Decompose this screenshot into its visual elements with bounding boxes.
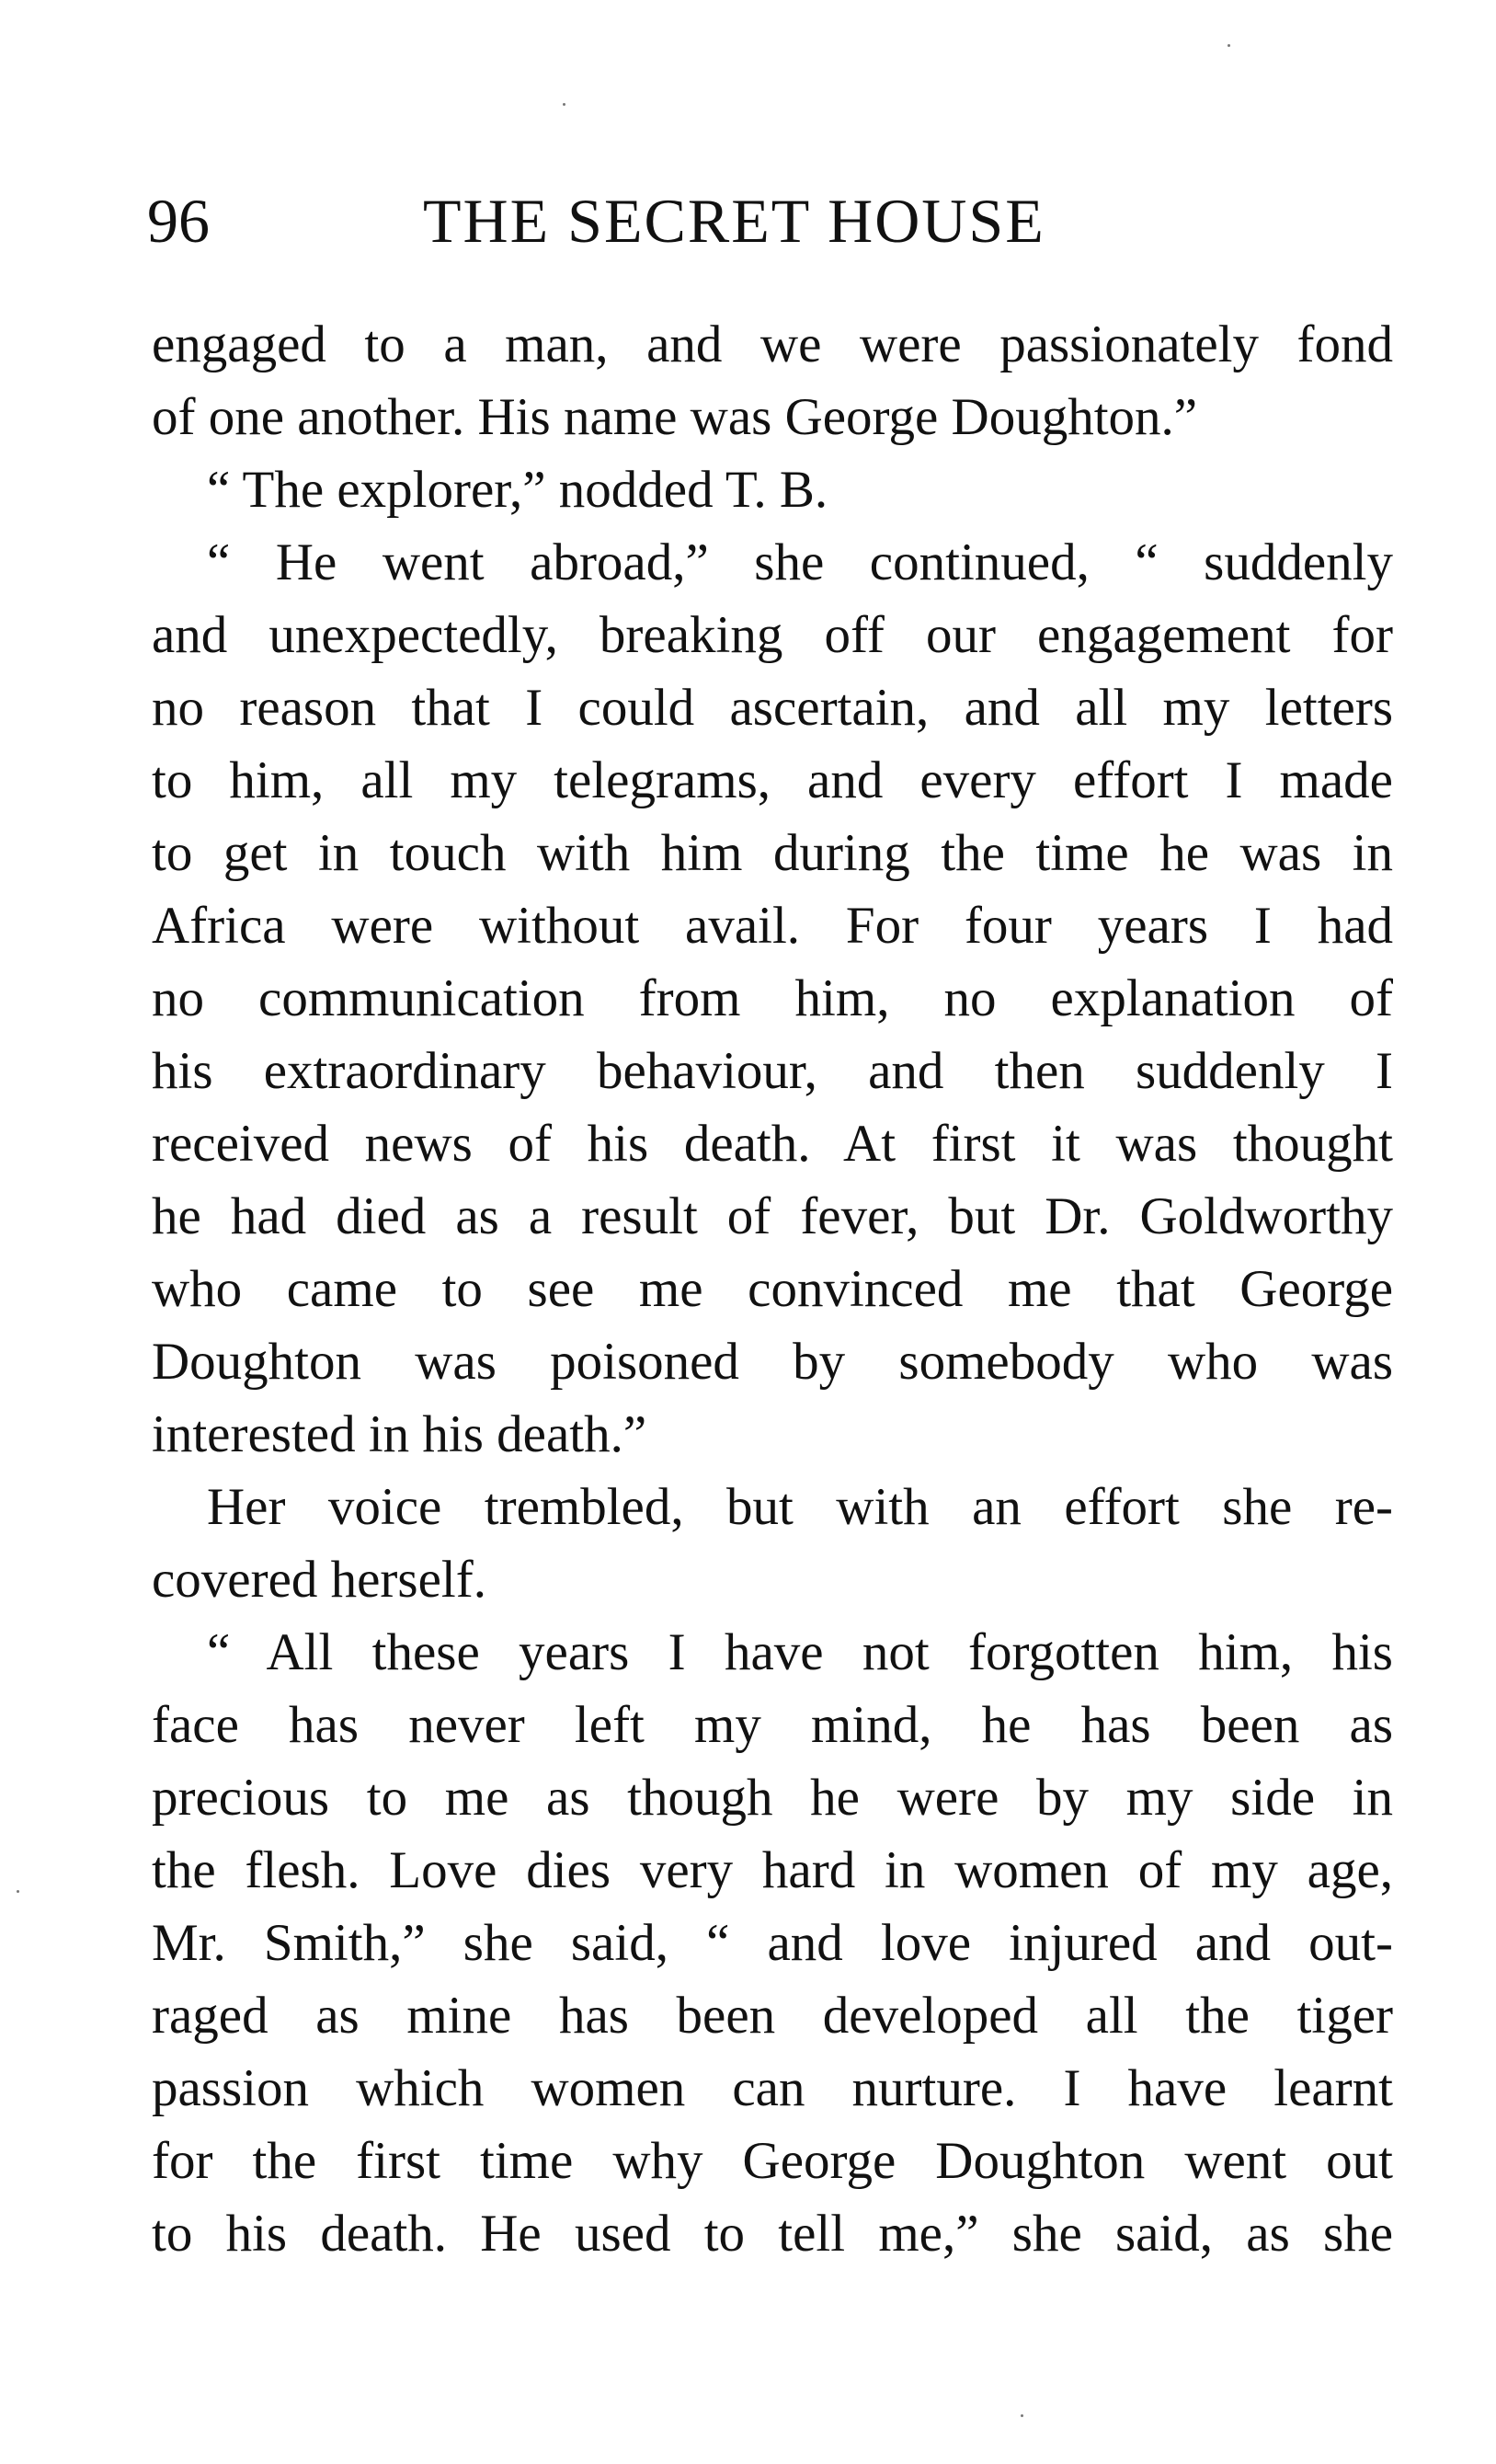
running-head: THE SECRET HOUSE: [423, 186, 1045, 256]
text-line: Her voice trembled, but with an effort she re-: [207, 1478, 1393, 1536]
scan-speck: [1021, 2414, 1023, 2417]
text-line: covered herself.: [152, 1551, 486, 1609]
text-line: received news of his death. At first it was thought: [152, 1115, 1393, 1173]
text-line: passion which women can nurture. I have learnt: [152, 2059, 1393, 2117]
text-line: “ The explorer,” nodded T. B.: [207, 461, 828, 519]
page-header: [147, 184, 1398, 258]
text-line: the flesh. Love dies very hard in women of my age,: [152, 1841, 1393, 1899]
text-line: raged as mine has been developed all the tiger: [152, 1987, 1393, 2045]
scan-speck: [1228, 44, 1230, 47]
text-line: Mr. Smith,” she said, “ and love injured and out-: [152, 1914, 1393, 1972]
text-line: to get in touch with him during the time he was in: [152, 824, 1393, 882]
scan-speck: [563, 103, 565, 106]
text-line: “ All these years I have not forgotten him, his: [207, 1623, 1393, 1681]
text-line: who came to see me convinced me that George: [152, 1260, 1393, 1318]
text-line: “ He went abroad,” she continued, “ suddenly: [207, 533, 1393, 591]
text-line: of one another. His name was George Doughton.”: [152, 388, 1198, 446]
text-line: his extraordinary behaviour, and then suddenly I: [152, 1042, 1393, 1100]
page-number: 96: [147, 186, 210, 256]
scan-speck: [17, 1890, 19, 1893]
text-line: precious to me as though he were by my side in: [152, 1769, 1393, 1827]
text-line: face has never left my mind, he has been as: [152, 1696, 1393, 1754]
text-line: Doughton was poisoned by somebody who was: [152, 1333, 1393, 1391]
text-line: interested in his death.”: [152, 1405, 647, 1463]
body-text: [152, 308, 1393, 2270]
text-line: for the first time why George Doughton went out: [152, 2132, 1393, 2190]
text-line: to his death. He used to tell me,” she said, as she: [152, 2205, 1393, 2263]
text-line: no reason that I could ascertain, and all my letters: [152, 679, 1393, 737]
text-line: to him, all my telegrams, and every effort I made: [152, 751, 1393, 809]
text-line: no communication from him, no explanation of: [152, 969, 1393, 1027]
text-line: and unexpectedly, breaking off our engagement for: [152, 606, 1393, 664]
text-line: Africa were without avail. For four years I had: [152, 897, 1393, 955]
text-line: engaged to a man, and we were passionately fond: [152, 315, 1393, 373]
text-line: he had died as a result of fever, but Dr. Goldworthy: [152, 1187, 1393, 1245]
